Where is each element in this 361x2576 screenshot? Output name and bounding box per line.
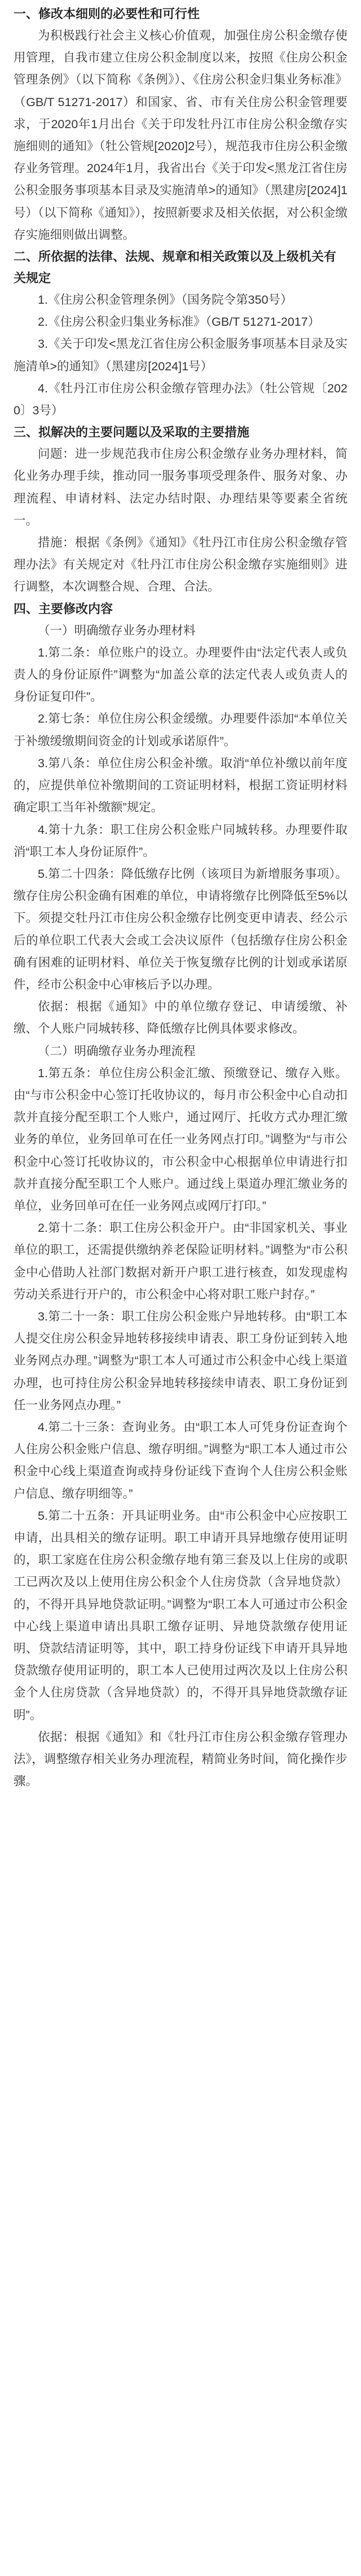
change-item-1: 1.第二条：单位账户的设立。办理要件由“法定代表人或负责人的身份证原件”调整为“加盖公章的法定代表人或负责人的身份证复印件”。	[14, 645, 347, 704]
section-heading-2: 二、所依据的法律、法规、规章和相关政策以及上级机关有关规定	[14, 250, 337, 286]
subsection-heading-materials: （一）明确缴存业务办理材料	[38, 623, 196, 637]
subsection-heading-process: （二）明确缴存业务办理流程	[38, 1044, 196, 1058]
process-item-2: 2.第十二条：职工住房公积金开户。由“非国家机关、事业单位的职工，还需提供缴纳养老保险证明材料。”调整为“市公积金中心借助人社部门数据对新开户职工进行核查，如发现虚构劳动关系进行开户的，市公积金中心将对职工账户封存。”	[14, 1221, 347, 1301]
process-item-4: 4.第二十三条：查询业务。由“职工本人可凭身份证查询个人住房公积金账户信息、缴存明细。”调整为“职工本人通过市公积金中心线上渠道查询或持身份证线下查询个人住房公积金账户信息、缴存明细等。”	[14, 1420, 347, 1501]
process-item-3: 3.第二十一条：职工住房公积金账户异地转移。由“职工本人提交住房公积金异地转移接续申请表、职工身份证到转入地业务网点办理。”调整为“职工本人可通过市公积金中心线上渠道办理，也可持住房公积金异地转移接续申请表、职工身份证到任一业务网点办理。”	[14, 1309, 347, 1412]
section-heading-1: 一、修改本细则的必要性和可行性	[14, 7, 200, 21]
section-heading-3: 三、拟解决的主要问题以及采取的主要措施	[14, 425, 250, 440]
basis-note-process: 依据：根据《通知》和《牡丹江市住房公积金缴存管理办法》，调整缴存相关业务办理流程，精简业务时间，简化操作步骤。	[14, 1730, 347, 1788]
basis-item-3: 3.《关于印发<黑龙江省住房公积金服务事项基本目录及实施清单>的通知》（黑建房[2024]1号）	[14, 337, 347, 373]
paragraph-problem: 问题：进一步规范我市住房公积金缴存业务办理材料，简化业务办理手续，推动同一服务事项受理条件、服务对象、办理流程、申请材料、法定办结时限、办理结果等要素全省统一。	[14, 447, 347, 527]
basis-item-2: 2.《住房公积金归集业务标准》（GB/T 51271-2017）	[38, 315, 320, 329]
change-item-2: 2.第七条：单位住房公积金缓缴。办理要件添加“本单位关于补缴缓缴期间资金的计划或承诺原件”。	[14, 712, 347, 748]
basis-item-4: 4.《牡丹江市住房公积金缴存管理办法》（牡公管规〔2020〕3号）	[14, 381, 347, 418]
change-item-5: 5.第二十四条：降低缴存比例（该项目为新增服务事项）。缴存住房公积金确有困难的单位，申请将缴存比例降低至5%以下。须提交牡丹江市住房公积金缴存比例变更申请表、经公示后的单位职工代表大会或工会决议原件（包括缴存住房公积金确有困难的证明材料、单位关于恢复缴存比例的计划或承诺原件，经市公积金中心审核后予以办理。	[14, 867, 347, 991]
paragraph-necessity: 为积极践行社会主义核心价值观，加强住房公积金缴存使用管理，自我市建立住房公积金制度以来，按照《住房公积金管理条例》（以下简称《条例》）、《住房公积金归集业务标准》（GB/T 51271-2017）和国家、省、市有关住房公积金管理要求，于2020年1月出台《关于印发牡丹江市住房公积金缴存实施细则的通知》（牡公管规[2020]2号），规范我市住房公积金缴存业务管理。2024年1月，我省出台《关于印发<黑龙江省住房公积金服务事项基本目录及实施清单>的通知》（黑建房[2024]1号）（以下简称《通知》），按照新要求及相关依据，对公积金缴存实施细则做出调整。	[14, 29, 347, 242]
process-item-5: 5.第二十五条：开具证明业务。由“市公积金中心应按职工申请，出具相关的缴存证明。职工申请开具异地缴存使用证明的，职工家庭在住房公积金缴存地有第三套及以上住房的或职工已两次及以上使用住房公积金个人住房贷款（含异地贷款）的，不得开具异地贷款证明。”调整为“职工本人可通过市公积金中心线上渠道申请出具职工缴存证明、异地贷款缴存使用证明、贷款结清证明等，其中，职工持身份证线下申请开具异地贷款缴存使用证明的，职工本人已使用过两次及以上住房公积金个人住房贷款（含异地贷款）的，不得开具异地贷款缴存证明”。	[14, 1508, 347, 1722]
process-item-1: 1.第五条：单位住房公积金汇缴、预缴登记、缴存入账。由“与市公积金中心签订托收协议的，每月市公积金中心自动扣款并直接分配至职工个人账户，通过网厅、托收方式办理汇缴业务的单位，业务回单可在任一业务网点打印。”调整为“与市公积金中心签订托收协议的，市公积金中心根据单位申请进行扣款并直接分配至职工个人账户。通过线上渠道办理汇缴业务的单位，业务回单可在任一业务网点或网厅打印。”	[14, 1066, 347, 1213]
paragraph-measures: 措施：根据《条例》《通知》《牡丹江市住房公积金缴存管理办法》有关规定对《牡丹江市住房公积金缴存实施细则》进行调整，本次调整合规、合理、合法。	[14, 536, 347, 594]
change-item-4: 4.第十九条：职工住房公积金账户同城转移。办理要件取消“职工本人身份证原件”。	[14, 823, 347, 859]
basis-item-1: 1.《住房公积金管理条例》（国务院令第350号）	[38, 293, 293, 307]
section-heading-4: 四、主要修改内容	[14, 601, 113, 616]
change-item-3: 3.第八条：单位住房公积金补缴。取消“单位补缴以前年度的，应提供单位补缴期间的工资证明材料，根据工资证明材料确定职工当年补缴额”规定。	[14, 756, 347, 815]
basis-note-materials: 依据：根据《通知》中的单位缴存登记、申请缓缴、补缴、个人账户同城转移、降低缴存比例具体要求修改。	[14, 1000, 347, 1036]
